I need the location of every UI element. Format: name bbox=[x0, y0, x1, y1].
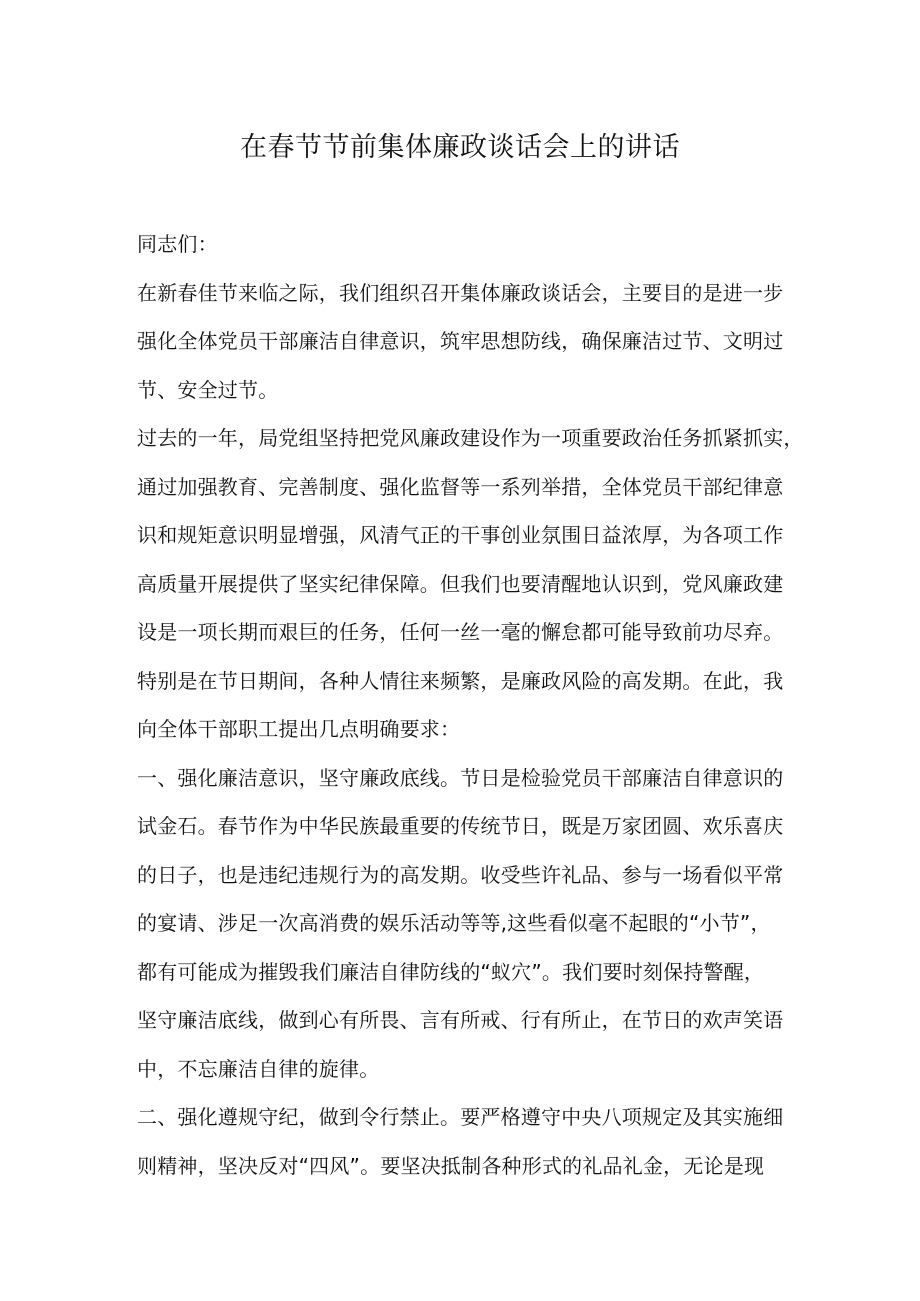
text-line: 识和规矩意识明显增强，风清气正的干事创业氛围日益浓厚，为各项工作 bbox=[137, 523, 784, 547]
text-line: 的日子，也是违纪违规行为的高发期。收受些许礼品、参与一场看似平常 bbox=[137, 862, 784, 887]
text-line: 通过加强教育、完善制度、强化监督等一系列举措，全体党员干部纪律意 bbox=[137, 474, 784, 499]
text-line: 都有可能成为摧毁我们廉洁自律防线的“蚁穴”。我们要时刻保持警醒， bbox=[137, 959, 765, 984]
document-title: 在春节节前集体廉政谈话会上的讲话 bbox=[240, 132, 680, 163]
text-line: 的宴请、涉足一次高消费的娱乐活动等等,这些看似毫不起眼的“小节”， bbox=[137, 911, 771, 935]
text-line: 则精神，坚决反对“四风”。要坚决抵制各种形式的礼品礼金，无论是现 bbox=[137, 1153, 765, 1178]
text-line: 特别是在节日期间，各种人情往来频繁，是廉政风险的高发期。在此，我 bbox=[137, 668, 784, 693]
text-line: 二、强化遵规守纪，做到令行禁止。要严格遵守中央八项规定及其实施细 bbox=[137, 1105, 784, 1129]
text-line: 一、强化廉洁意识，坚守廉政底线。节日是检验党员干部廉洁自律意识的 bbox=[137, 765, 784, 790]
text-line: 向全体干部职工提出几点明确要求： bbox=[137, 717, 461, 741]
document-body bbox=[137, 220, 804, 1190]
text-line: 高质量开展提供了坚实纪律保障。但我们也要清醒地认识到，党风廉政建 bbox=[137, 571, 784, 596]
text-line: 强化全体党员干部廉洁自律意识，筑牢思想防线，确保廉洁过节、文明过 bbox=[137, 329, 784, 353]
text-line: 试金石。春节作为中华民族最重要的传统节日，既是万家团圆、欢乐喜庆 bbox=[137, 814, 784, 838]
text-line: 设是一项长期而艰巨的任务，任何一丝一毫的懈怠都可能导致前功尽弃。 bbox=[137, 620, 784, 644]
text-line: 节、安全过节。 bbox=[137, 377, 279, 402]
text-line: 坚守廉洁底线，做到心有所畏、言有所戒、行有所止，在节日的欢声笑语 bbox=[137, 1008, 784, 1032]
text-line: 过去的一年，局党组坚持把党风廉政建设作为一项重要政治任务抓紧抓实， bbox=[137, 426, 804, 450]
text-line: 中，不忘廉洁自律的旋律。 bbox=[137, 1056, 380, 1081]
text-line: 同志们： bbox=[137, 232, 218, 256]
text-line: 在新春佳节来临之际，我们组织召开集体廉政谈话会，主要目的是进一步 bbox=[137, 280, 784, 305]
